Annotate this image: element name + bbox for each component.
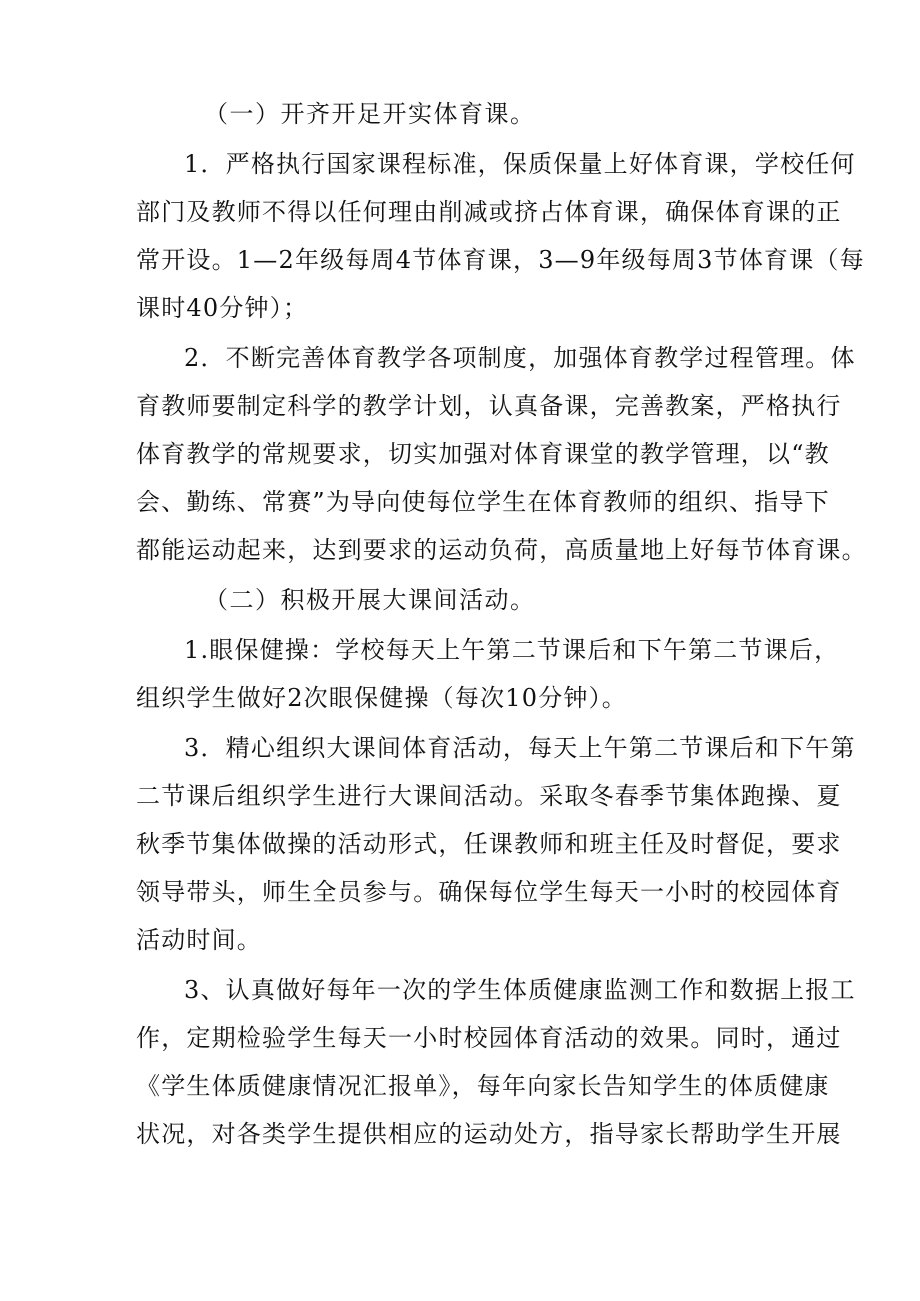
item-3-line-1: 3．精心组织大课间体育活动，每天上午第二节课后和下午第 <box>184 734 856 762</box>
item-1-line-1: 1．严格执行国家课程标准，保质保量上好体育课，学校任何 <box>184 150 856 178</box>
item-1-line-4: 课时40分钟）； <box>136 294 309 322</box>
item-3-line-4: 领导带头，师生全员参与。确保每位学生每天一小时的校园体育 <box>136 878 842 906</box>
item-3-line-2: 二节课后组织学生进行大课间活动。采取冬春季节集体跑操、夏 <box>136 782 842 810</box>
item-eye-line-1: 1.眼保健操：学校每天上午第二节课后和下午第二节课后， <box>184 636 840 664</box>
item-3b-line-2: 作，定期检验学生每天一小时校园体育活动的效果。同时，通过 <box>136 1024 842 1052</box>
item-1-line-3: 常开设。1—2年级每周4节体育课，3—9年级每周3节体育课（每 <box>136 246 865 274</box>
item-2-line-1: 2．不断完善体育教学各项制度，加强体育教学过程管理。体 <box>184 344 856 372</box>
item-2-line-5: 都能运动起来，达到要求的运动负荷，高质量地上好每节体育课。 <box>136 536 867 564</box>
item-3-line-3: 秋季节集体做操的活动形式，任课教师和班主任及时督促，要求 <box>136 830 842 858</box>
item-eye-line-2: 组织学生做好2次眼保健操（每次10分钟）。 <box>136 684 628 712</box>
item-3b-line-4: 状况，对各类学生提供相应的运动处方，指导家长帮助学生开展 <box>136 1120 842 1148</box>
item-3-line-5: 活动时间。 <box>136 926 262 954</box>
item-3b-line-3: 《学生体质健康情况汇报单》，每年向家长告知学生的体质健康 <box>136 1072 830 1100</box>
section-1-heading: （一）开齐开足开实体育课。 <box>204 100 536 128</box>
item-2-line-4: 会、勤练、常赛”为导向使每位学生在体育教师的组织、指导下 <box>136 488 830 516</box>
section-2-heading: （二）积极开展大课间活动。 <box>204 586 536 614</box>
item-2-line-2: 育教师要制定科学的教学计划，认真备课，完善教案，严格执行 <box>136 392 842 420</box>
item-3b-line-1: 3、认真做好每年一次的学生体质健康监测工作和数据上报工 <box>184 976 856 1004</box>
item-2-line-3: 体育教学的常规要求，切实加强对体育课堂的教学管理，以“教 <box>136 440 830 468</box>
item-1-line-2: 部门及教师不得以任何理由削减或挤占体育课，确保体育课的正 <box>136 198 842 226</box>
